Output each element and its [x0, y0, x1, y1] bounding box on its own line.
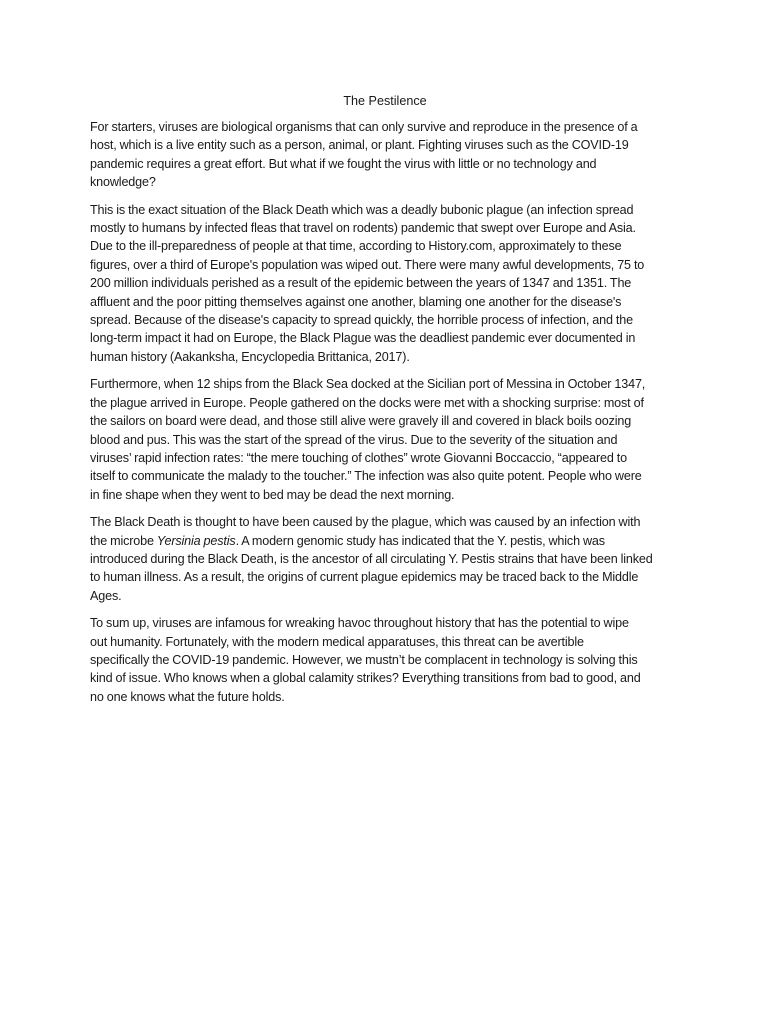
text-line: affluent and the poor pitting themselves against one another, blaming one another for the disease's: [90, 294, 622, 309]
document-page: [90, 92, 680, 715]
text-line: spread. Because of the disease's capacity to spread quickly, the horrible process of infection, and the: [90, 313, 633, 328]
text-line: blood and pus. This was the start of the spread of the virus. Due to the severity of the situation and: [90, 432, 618, 447]
text-line: itself to communicate the malady to the toucher.” The infection was also quite potent. People who were: [90, 469, 642, 484]
paragraph-conclusion: [90, 614, 680, 706]
document-title: The Pestilence: [343, 94, 427, 108]
text-line: 200 million individuals perished as a result of the epidemic between the years of 1347 and 1351. The: [90, 276, 632, 291]
text-line: long-term impact it had on Europe, the Black Plague was the deadliest pandemic ever documented in: [90, 331, 636, 346]
text-line: the plague arrived in Europe. People gathered on the docks were met with a shocking surprise: most of: [90, 395, 644, 410]
text-line: [90, 532, 680, 550]
text-line: the sailors on board were dead, and those still alive were gravely ill and covered in black boils oozing: [90, 414, 632, 429]
text-line: The Black Death is thought to have been caused by the plague, which was caused by an infection with: [90, 515, 641, 530]
text-line: Ages.: [90, 588, 122, 603]
text-line: introduced during the Black Death, is the ancestor of all circulating Y. Pestis strains that have been linked: [90, 551, 653, 566]
paragraph-black-death: [90, 201, 680, 367]
italic-species-name: Yersinia pestis: [156, 533, 236, 548]
text-line: no one knows what the future holds.: [90, 689, 285, 704]
text-line: knowledge?: [90, 175, 156, 190]
text-line: viruses’ rapid infection rates: “the mere touching of clothes” wrote Giovanni Boccaccio, “appeared to: [90, 450, 627, 465]
text-line: To sum up, viruses are infamous for wreaking havoc throughout history that has the potential to wipe: [90, 616, 629, 631]
paragraph-messina: [90, 375, 680, 504]
text-line: This is the exact situation of the Black Death which was a deadly bubonic plague (an infection spread: [90, 202, 634, 217]
text-line: mostly to humans by infected fleas that travel on rodents) pandemic that swept over Europe and Asia.: [90, 221, 636, 236]
text-line: in fine shape when they went to bed may be dead the next morning.: [90, 487, 455, 502]
text-line: out humanity. Fortunately, with the modern medical apparatuses, this threat can be avertible: [90, 634, 584, 649]
text-segment: the microbe: [90, 533, 157, 548]
text-segment: . A modern genomic study has indicated that the Y. pestis, which was: [235, 533, 605, 548]
text-line: Furthermore, when 12 ships from the Black Sea docked at the Sicilian port of Messina in October 1347,: [90, 377, 646, 392]
text-line: pandemic requires a great effort. But what if we fought the virus with little or no technology and: [90, 156, 597, 171]
text-line: kind of issue. Who knows when a global calamity strikes? Everything transitions from bad to good, and: [90, 671, 641, 686]
paragraph-intro: [90, 118, 680, 192]
text-line: figures, over a third of Europe's population was wiped out. There were many awful developments, 75 to: [90, 257, 645, 272]
text-line: to human illness. As a result, the origins of current plague epidemics may be traced back to the Middle: [90, 570, 639, 585]
text-line: Due to the ill-preparedness of people at that time, according to History.com, approximately to these: [90, 239, 622, 254]
paragraph-yersinia: [90, 513, 680, 605]
text-line: specifically the COVID-19 pandemic. However, we mustn’t be complacent in technology is solving this: [90, 652, 638, 667]
text-line: host, which is a live entity such as a person, animal, or plant. Fighting viruses such as the COVID-19: [90, 138, 629, 153]
text-line: human history (Aakanksha, Encyclopedia Brittanica, 2017).: [90, 349, 410, 364]
text-line: For starters, viruses are biological organisms that can only survive and reproduce in the presence of a: [90, 120, 638, 134]
